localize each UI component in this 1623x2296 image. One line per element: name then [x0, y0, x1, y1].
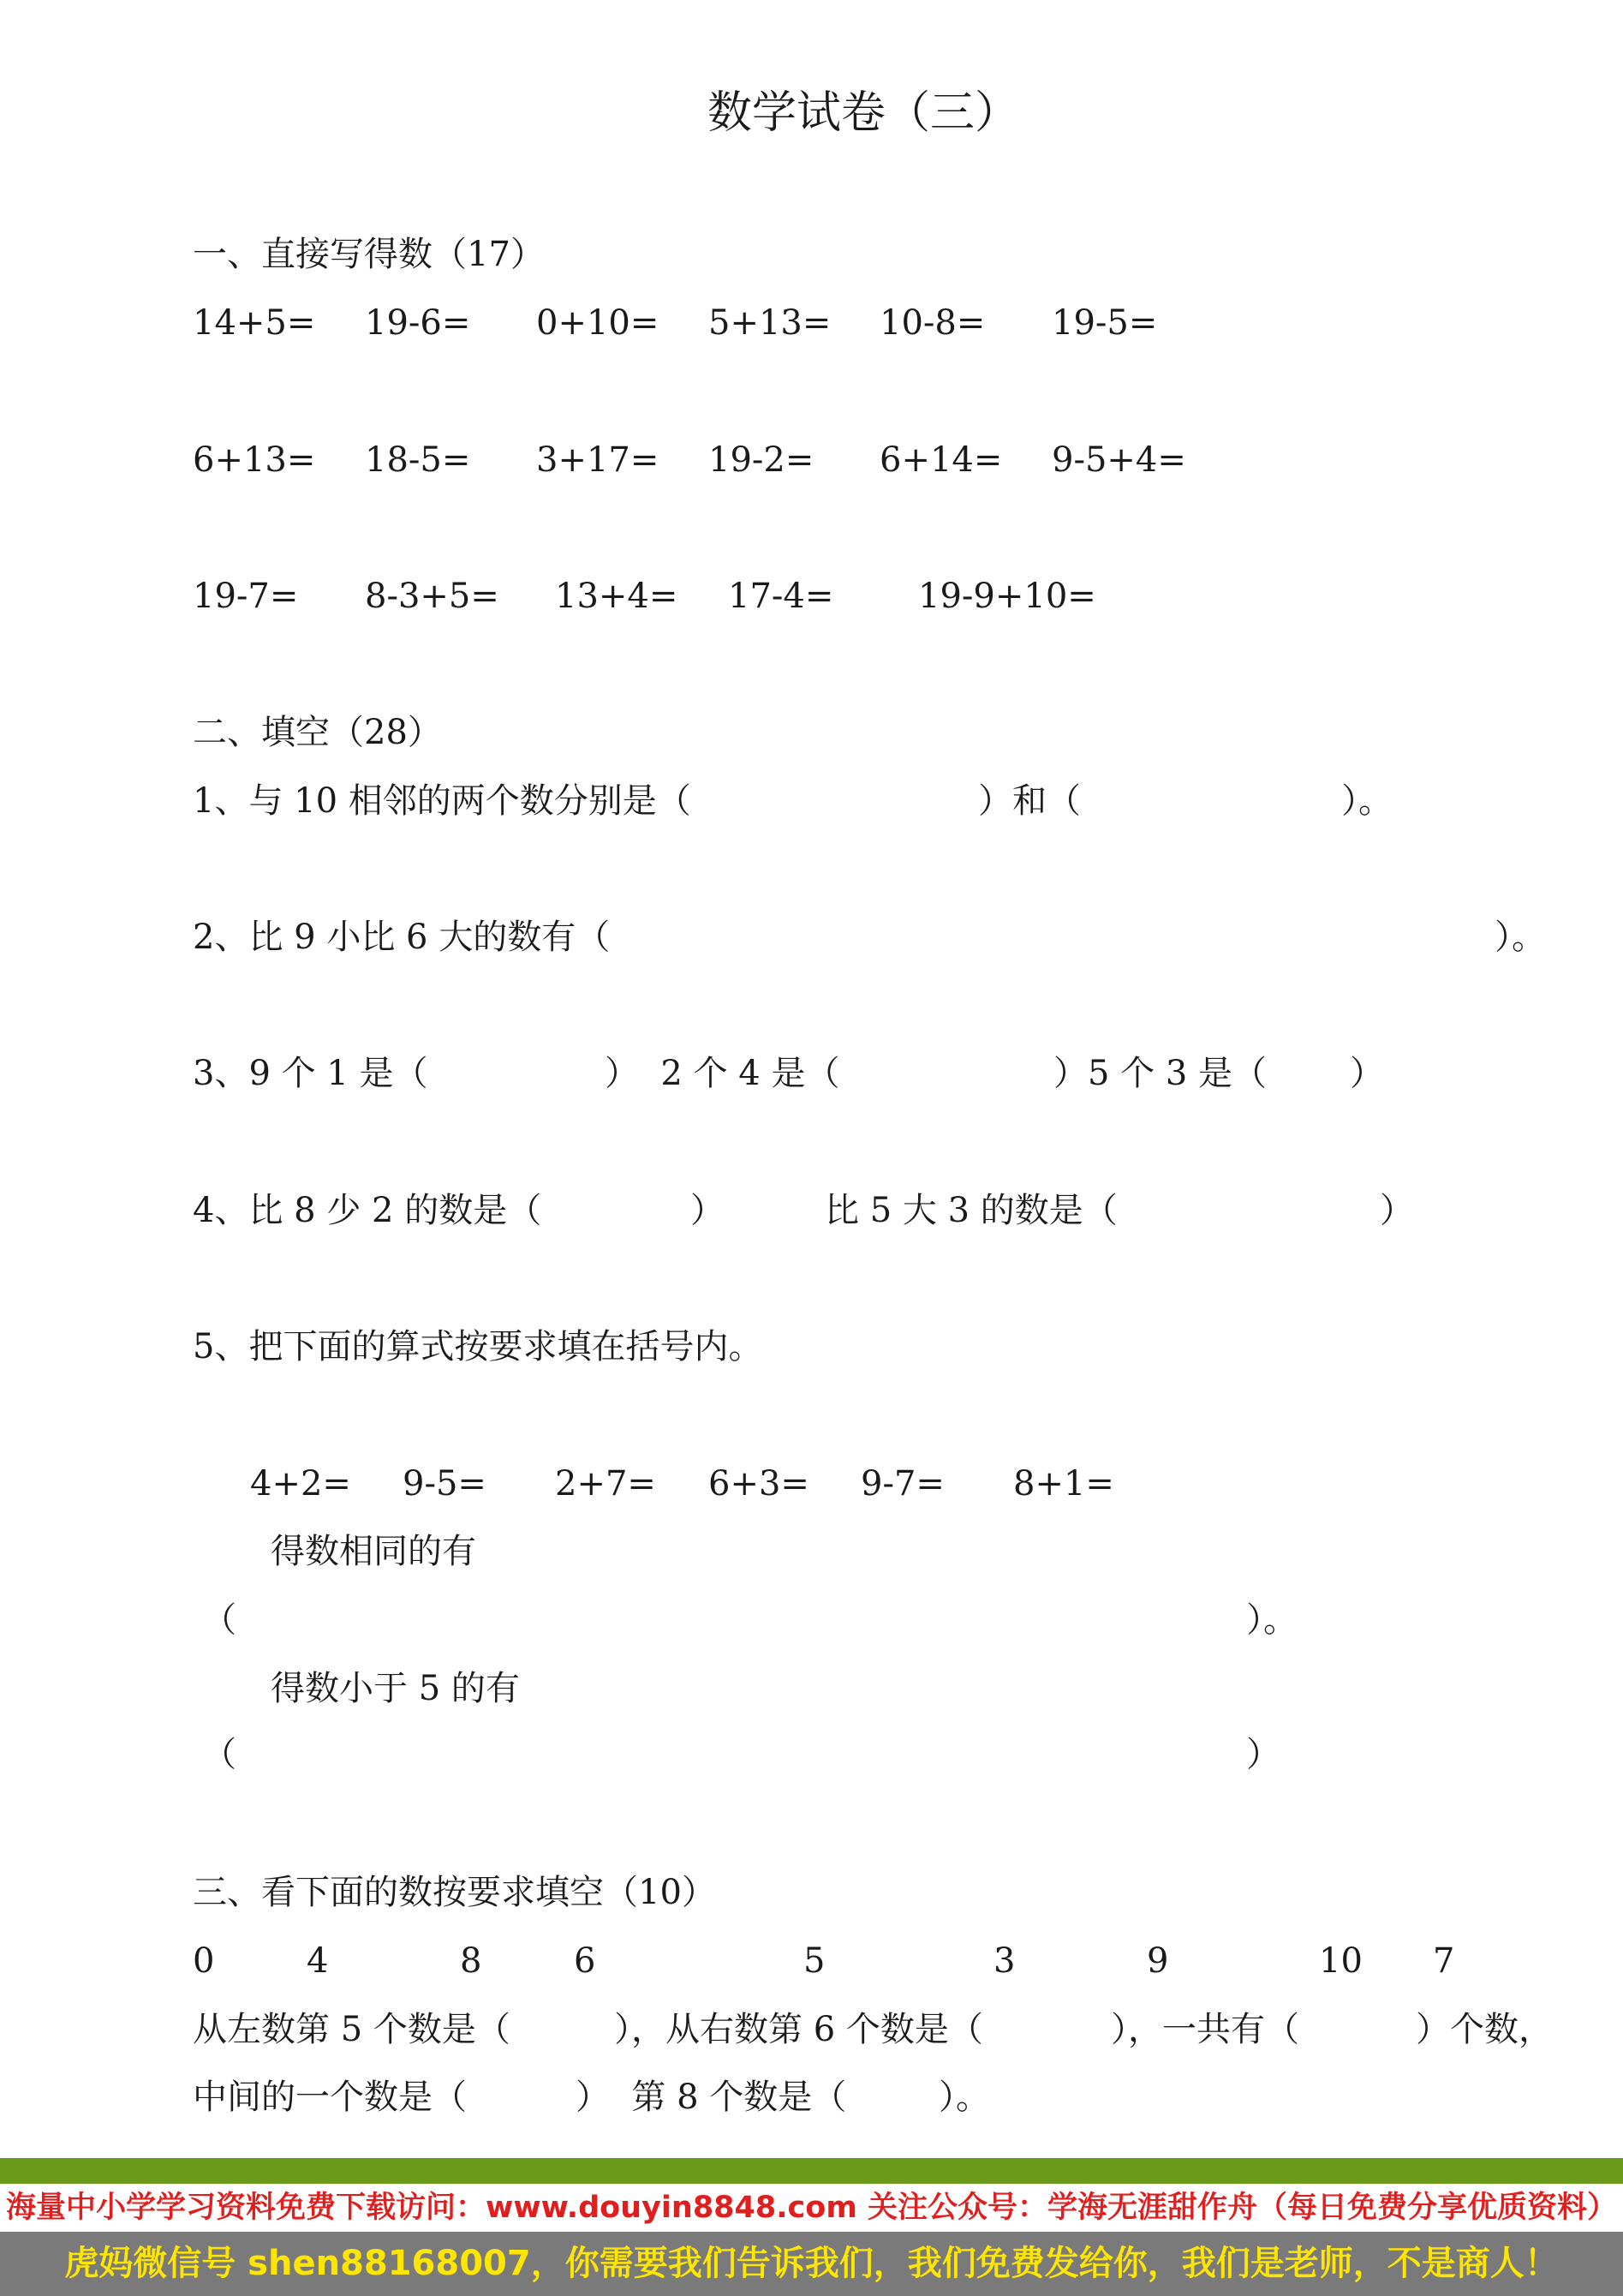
q3-text: 3、9 个 1 是（ [193, 1054, 428, 1093]
q5-expr: 9-7= [861, 1464, 945, 1504]
expr: 0+10= [536, 303, 659, 343]
q2-text: 2、比 9 小比 6 大的数有（ [193, 918, 611, 957]
q1-mid: ）和（ [978, 781, 1081, 821]
number: 9 [1147, 1941, 1169, 1981]
same-result-label: 得数相同的有 [271, 1532, 476, 1571]
expr: 18-5= [365, 440, 471, 480]
number: 3 [993, 1941, 1016, 1981]
number: 0 [193, 1941, 215, 1981]
s3-l2-b: ） 第 8 个数是（ [576, 2078, 847, 2117]
q5-expr: 8+1= [1013, 1464, 1114, 1504]
q4-text: 4、比 8 少 2 的数是（ [193, 1191, 542, 1230]
expr: 6+13= [193, 440, 316, 480]
number: 7 [1433, 1941, 1455, 1981]
same-result-open: （ [202, 1600, 236, 1640]
footer-stripe [0, 2158, 1623, 2184]
s3-l1-c: ），一共有（ [1111, 2010, 1299, 2049]
number: 4 [307, 1941, 329, 1981]
expr: 9-5+4= [1052, 440, 1186, 480]
expr: 19-9+10= [918, 577, 1096, 616]
expr: 19-7= [193, 577, 299, 616]
q4-close1: ） [690, 1191, 725, 1230]
less-than-5-label: 得数小于 5 的有 [271, 1669, 520, 1708]
q3-part2: ） 2 个 4 是（ [605, 1054, 840, 1093]
expr: 19-2= [708, 440, 814, 480]
expr: 19-5= [1052, 303, 1158, 343]
q2-end: ）。 [1495, 918, 1546, 957]
footer-download-banner[interactable]: 海量中小学学习资料免费下载访问：www.douyin8848.com 关注公众号：学海无涯甜作舟（每日免费分享优质资料） [0, 2184, 1623, 2232]
s3-l2-a: 中间的一个数是（ [193, 2078, 467, 2117]
section1-heading: 一、直接写得数（17） [193, 235, 545, 274]
less-than-5-open: （ [202, 1735, 236, 1774]
expr: 19-6= [365, 303, 471, 343]
number: 8 [460, 1941, 482, 1981]
q5-text: 5、把下面的算式按要求填在括号内。 [193, 1327, 763, 1366]
expr: 8-3+5= [365, 577, 499, 616]
same-result-close: ）。 [1246, 1600, 1298, 1640]
q4-end: ） [1380, 1191, 1414, 1230]
less-than-5-close: ） [1246, 1735, 1280, 1774]
expr: 13+4= [555, 577, 678, 616]
q5-expr: 6+3= [708, 1464, 809, 1504]
q3-end: ） [1350, 1054, 1384, 1093]
q5-expr: 4+2= [250, 1464, 351, 1504]
s3-l2-c: ）。 [939, 2078, 990, 2117]
number: 10 [1319, 1941, 1363, 1981]
section2-heading: 二、填空（28） [193, 713, 442, 752]
number: 5 [803, 1941, 826, 1981]
q5-expr: 9-5= [403, 1464, 486, 1504]
section3-heading: 三、看下面的数按要求填空（10） [193, 1873, 716, 1912]
footer-wechat-banner: 虎妈微信号 shen88168007，你需要我们告诉我们，我们免费发给你，我们是老师，不是商人！ [0, 2232, 1623, 2296]
number: 6 [574, 1941, 596, 1981]
expr: 14+5= [193, 303, 316, 343]
page-title: 数学试卷（三） [707, 87, 1020, 139]
q1-end: ）。 [1341, 781, 1393, 821]
q1-text: 1、与 10 相邻的两个数分别是（ [193, 781, 691, 821]
expr: 3+17= [536, 440, 659, 480]
expr: 6+14= [880, 440, 1003, 480]
q3-part3: ）5 个 3 是（ [1053, 1054, 1268, 1093]
s3-l1-a: 从左数第 5 个数是（ [193, 2010, 510, 2049]
s3-l1-d: ）个数， [1416, 2010, 1553, 2049]
q4-part2: 比 5 大 3 的数是（ [825, 1191, 1118, 1230]
q5-expr: 2+7= [555, 1464, 656, 1504]
expr: 10-8= [880, 303, 986, 343]
expr: 5+13= [708, 303, 832, 343]
s3-l1-b: ），从右数第 6 个数是（ [614, 2010, 983, 2049]
expr: 17-4= [728, 577, 834, 616]
